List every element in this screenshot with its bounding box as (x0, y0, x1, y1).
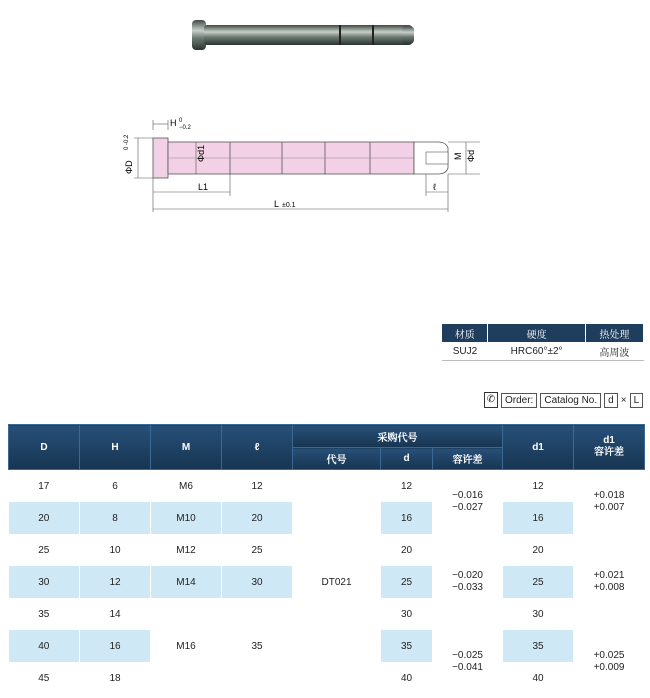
cell-H: 14 (80, 598, 151, 630)
material-table (442, 324, 644, 361)
cell-d1: 20 (503, 534, 574, 566)
cell-d1: 25 (503, 566, 574, 598)
cell-H: 6 (80, 470, 151, 503)
order-L-box: L (630, 393, 644, 408)
cell-d: 35 (381, 630, 433, 662)
order-line (484, 392, 643, 408)
cell-D: 20 (9, 502, 80, 534)
cell-d1: 35 (503, 630, 574, 662)
cell-d1: 12 (503, 470, 574, 503)
cell-ell: 20 (222, 502, 293, 534)
cell-D: 35 (9, 598, 80, 630)
d1-tol-1: +0.018 +0.007 (593, 490, 625, 513)
col-d-header: d (381, 448, 433, 470)
col-M-header: M (151, 425, 222, 470)
cell-ell: 12 (222, 470, 293, 503)
d1-tol-3: +0.025 +0.009 (593, 650, 625, 673)
h-label: H (170, 118, 177, 128)
col-ell-header: ℓ (222, 425, 293, 470)
col-D-header: D (9, 425, 80, 470)
order-label: Order: (501, 393, 537, 408)
cell-d1-tol (574, 470, 645, 535)
cell-d1: 40 (503, 662, 574, 694)
cell-d-tol (433, 630, 503, 694)
order-times: × (620, 394, 627, 406)
dimension-drawing (120, 112, 490, 222)
cell-H: 12 (80, 566, 151, 598)
table-row (9, 470, 645, 503)
heat-treatment-header: 热处理 (585, 324, 643, 342)
cell-d-tol (433, 470, 503, 535)
col-code-header: 代号 (293, 448, 381, 470)
cell-d: 25 (381, 566, 433, 598)
L1-label: L1 (198, 182, 209, 192)
cell-M: M10 (151, 502, 222, 534)
col-d1-tol-header: d1 容许差 (574, 425, 645, 470)
cell-ell: 30 (222, 566, 293, 598)
spec-table (8, 424, 645, 694)
cell-code: DT021 (293, 470, 381, 695)
material-value: SUJ2 (442, 342, 488, 361)
svg-text:−0.2: −0.2 (179, 125, 191, 131)
cell-M: M14 (151, 566, 222, 598)
col-d-tol-header: 容许差 (433, 448, 503, 470)
cell-d-tol (433, 534, 503, 630)
cell-M: M6 (151, 470, 222, 503)
cell-D: 40 (9, 630, 80, 662)
cell-d1: 30 (503, 598, 574, 630)
L-label: L (274, 199, 280, 209)
d1-tol-2: +0.021 +0.008 (593, 570, 625, 593)
d-tol-3: −0.025 −0.041 (452, 650, 483, 673)
cell-d: 40 (381, 662, 433, 694)
purchase-code-header: 采购代号 (293, 425, 503, 448)
catalog-no-label: Catalog No. (540, 393, 601, 408)
cell-ell: 35 (222, 598, 293, 694)
cell-D: 25 (9, 534, 80, 566)
d-tol-1: −0.016 −0.027 (452, 490, 483, 513)
pin-photo (190, 18, 420, 54)
cell-M: M16 (151, 598, 222, 694)
cell-d1-tol (574, 534, 645, 630)
cell-d: 30 (381, 598, 433, 630)
phi-D-label: ΦD (124, 160, 134, 174)
phone-icon: ✆ (484, 392, 498, 408)
col-d1-header: d1 (503, 425, 574, 470)
cell-d: 20 (381, 534, 433, 566)
cell-d: 16 (381, 502, 433, 534)
cell-D: 30 (9, 566, 80, 598)
cell-M: M12 (151, 534, 222, 566)
hardness-header: 硬度 (488, 324, 585, 342)
M-label: M (453, 152, 463, 160)
phi-d-label: Φd (466, 149, 476, 162)
svg-text:0 -0.2: 0 -0.2 (124, 134, 130, 150)
cell-H: 8 (80, 502, 151, 534)
cell-ell: 25 (222, 534, 293, 566)
cell-D: 17 (9, 470, 80, 503)
phi-d1-label: Φd1 (196, 144, 206, 162)
cell-H: 10 (80, 534, 151, 566)
L-tol-label: ±0.1 (282, 202, 296, 209)
cell-d1-tol (574, 630, 645, 694)
h-tol-label: 0 (179, 118, 183, 124)
cell-D: 45 (9, 662, 80, 694)
cell-d1: 16 (503, 502, 574, 534)
ell-label: ℓ (433, 182, 436, 192)
cell-H: 18 (80, 662, 151, 694)
order-d-box: d (604, 393, 618, 408)
cell-H: 16 (80, 630, 151, 662)
d-tol-2: −0.020 −0.033 (452, 570, 483, 593)
material-header: 材质 (442, 324, 488, 342)
hardness-value: HRC60°±2° (488, 342, 585, 361)
cell-d: 12 (381, 470, 433, 503)
heat-treatment-value: 高周波 (585, 342, 643, 361)
col-H-header: H (80, 425, 151, 470)
